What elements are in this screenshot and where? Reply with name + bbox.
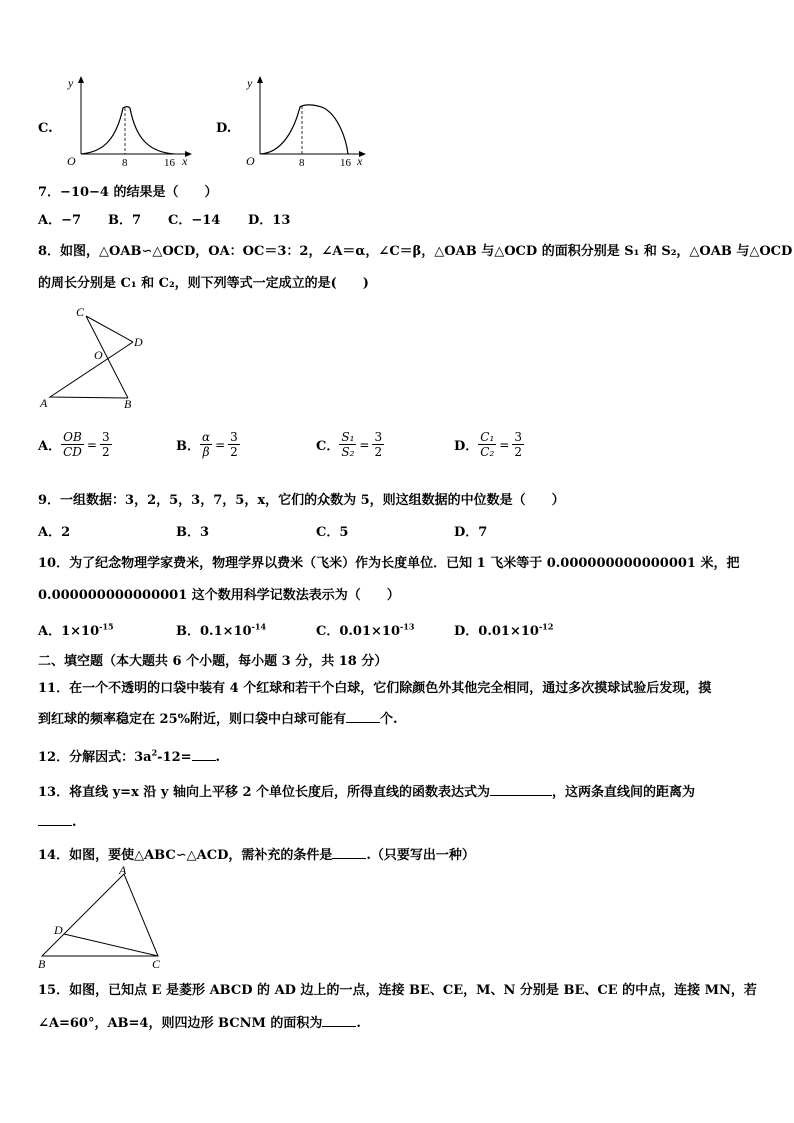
q7-stem: 7．−10−4 的结果是（ ） bbox=[38, 185, 218, 200]
q8-figure bbox=[36, 302, 152, 414]
graph-option-d bbox=[238, 74, 370, 172]
q7-option-a: A．−7 bbox=[38, 213, 82, 228]
svg-text:B: B bbox=[124, 397, 132, 411]
option-c-label: C. bbox=[38, 121, 53, 136]
q7-option-c: C．−14 bbox=[168, 213, 221, 228]
q10-option-b: B．$0.1\times 10^{-14}$ bbox=[176, 621, 267, 639]
answer-blank[interactable] bbox=[38, 813, 72, 826]
q11-line2: 到红球的频率稳定在 25%附近，则口袋中白球可能有 个. bbox=[38, 712, 398, 727]
q8-option-c: C． $\frac{\text{S₁}}{\text{S₂}}$ = $\frac{3}{2}$ bbox=[316, 430, 383, 459]
answer-blank[interactable] bbox=[346, 710, 380, 723]
svg-text:x: x bbox=[357, 154, 363, 168]
tick-16: 16 bbox=[164, 157, 175, 169]
q14-stem: 14．如图，要使△ABC∽△ACD，需补充的条件是 .（只要写出一种） bbox=[38, 848, 475, 863]
q9-option-c: C．5 bbox=[316, 525, 349, 540]
q7-option-d: D．13 bbox=[248, 213, 291, 228]
x-axis-label: x bbox=[182, 154, 188, 168]
option-d-label: D. bbox=[216, 121, 232, 136]
q8-option-d: D． $\frac{\text{C₁}}{\text{C₂}}$ = $\frac{3}{2}$ bbox=[454, 430, 522, 459]
svg-text:B: B bbox=[38, 957, 46, 971]
svg-text:C: C bbox=[152, 957, 161, 971]
svg-text:D: D bbox=[134, 335, 143, 349]
q8-stem-line2: 的周长分别是 C₁ 和 C₂，则下列等式一定成立的是( ) bbox=[38, 276, 369, 291]
section-heading: 二、填空题（本大题共 6 个小题，每小题 3 分，共 18 分） bbox=[38, 654, 388, 669]
svg-text:A: A bbox=[40, 396, 48, 410]
svg-text:A: A bbox=[119, 863, 127, 877]
q10-stem-line2: 0.000000000000001 这个数用科学记数法表示为（ ） bbox=[38, 588, 400, 603]
answer-blank[interactable] bbox=[322, 1014, 356, 1027]
q8-option-a: A． $\frac{OB}{CD}$ = $\frac{3}{2}$ bbox=[38, 430, 110, 459]
answer-blank[interactable] bbox=[332, 846, 366, 859]
svg-text:y: y bbox=[247, 76, 253, 90]
svg-text:D: D bbox=[54, 923, 63, 937]
q9-option-a: A．2 bbox=[38, 525, 71, 540]
q13-line1: 13．将直线 y=x 沿 y 轴向上平移 2 个单位长度后，所得直线的函数表达式为 ，这两条直线间的距离为 bbox=[38, 785, 696, 800]
q10-option-d: D．$0.01\times 10^{-12}$ bbox=[454, 621, 554, 639]
svg-text:O: O bbox=[246, 154, 255, 168]
q9-option-d: D．7 bbox=[454, 525, 488, 540]
q10-option-a: A．$1\times 10^{-15}$ bbox=[38, 621, 114, 639]
q12: 12．分解因式：$3a^2-12=$ . bbox=[38, 747, 221, 765]
q8-option-b: B． $\frac{\alpha}{\beta}$ = $\frac{3}{2}$ bbox=[176, 430, 238, 459]
q11-line1: 11．在一个不透明的口袋中装有 4 个红球和若干个白球，它们除颜色外其他完全相同，通过多次摸球试验后发现，摸 bbox=[38, 681, 712, 696]
q7-option-b: B．7 bbox=[108, 213, 142, 228]
q13-line2: . bbox=[38, 813, 77, 830]
svg-text:8: 8 bbox=[299, 157, 305, 169]
q15-line2: ∠A=60°，AB=4，则四边形 BCNM 的面积为 . bbox=[38, 1016, 361, 1031]
q10-option-c: C．$0.01\times 10^{-13}$ bbox=[316, 621, 415, 639]
svg-text:C: C bbox=[76, 305, 85, 319]
q14-figure bbox=[36, 862, 168, 974]
svg-text:16: 16 bbox=[340, 157, 351, 169]
q8-stem-line1: 8．如图，△OAB∽△OCD，OA：OC＝3：2，∠A＝α，∠C＝β，△OAB 与△OCD 的面积分别是 S₁ 和 S₂，△OAB 与△OCD bbox=[38, 244, 793, 259]
origin-label: O bbox=[67, 154, 76, 168]
q9-stem: 9．一组数据：3，2，5，3，7，5，x，它们的众数为 5，则这组数据的中位数是（ ） bbox=[38, 493, 565, 508]
svg-text:O: O bbox=[94, 348, 103, 362]
y-axis-label: y bbox=[68, 76, 74, 90]
graph-option-c bbox=[58, 74, 198, 172]
answer-blank[interactable] bbox=[490, 783, 552, 796]
q10-stem-line1: 10．为了纪念物理学家费米，物理学界以费米（飞米）作为长度单位．已知 1 飞米等于 0.000000000000001 米，把 bbox=[38, 556, 740, 571]
q15-line1: 15．如图，已知点 E 是菱形 ABCD 的 AD 边上的一点，连接 BE、CE，M、N 分别是 BE、CE 的中点，连接 MN，若 bbox=[38, 983, 757, 998]
q9-option-b: B．3 bbox=[176, 525, 210, 540]
answer-blank[interactable] bbox=[192, 748, 216, 761]
tick-8: 8 bbox=[122, 157, 128, 169]
